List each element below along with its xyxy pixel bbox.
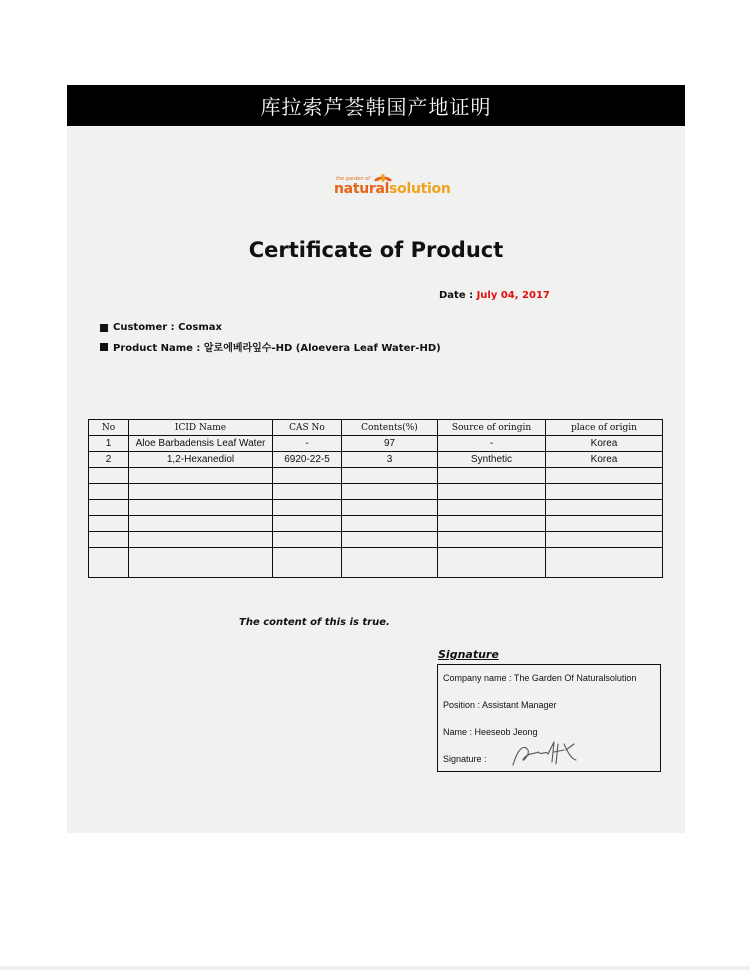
- signature-company: Company name : The Garden Of Naturalsolution: [443, 673, 637, 683]
- footer-divider: [0, 966, 750, 970]
- signature-position: Position : Assistant Manager: [443, 700, 557, 710]
- cell-source: -: [438, 436, 546, 452]
- table-row: [89, 436, 663, 452]
- product-name-line: [100, 339, 441, 354]
- document-title: Certificate of Product: [248, 238, 504, 262]
- cell-cas: 6920-22-5: [273, 452, 342, 468]
- cell-cas: -: [273, 436, 342, 452]
- table-row: [89, 484, 663, 500]
- table-row: [89, 532, 663, 548]
- col-header-no: No: [89, 420, 129, 436]
- signature-label: Signature :: [443, 754, 487, 764]
- bullet-square-icon: [100, 343, 108, 351]
- cell-place: Korea: [546, 452, 663, 468]
- cell-no: 2: [89, 452, 129, 468]
- header-title: 库拉索芦荟韩国产地证明: [260, 95, 492, 119]
- signature-box: [437, 664, 661, 772]
- cell-contents: 3: [342, 452, 438, 468]
- table-header-row: [89, 420, 663, 436]
- date-label: Date :: [439, 290, 474, 301]
- logo-tagline: the garden of: [336, 176, 370, 182]
- col-header-place: place of origin: [546, 420, 663, 436]
- cell-source: Synthetic: [438, 452, 546, 468]
- table-row: [89, 452, 663, 468]
- certificate-paper: [67, 126, 685, 833]
- cell-contents: 97: [342, 436, 438, 452]
- header-bar: [67, 85, 685, 126]
- date-line: [439, 290, 550, 301]
- col-header-icid: ICID Name: [129, 420, 273, 436]
- truth-statement: The content of this is true.: [239, 617, 390, 628]
- date-value: July 04, 2017: [476, 290, 550, 301]
- product-name-text: Product Name : 알로에베라잎수-HD (Aloevera Leaf Water-HD): [113, 343, 441, 354]
- customer-line: [100, 322, 222, 333]
- handwritten-signature: [510, 738, 580, 768]
- signature-heading: Signature: [438, 648, 499, 661]
- cell-no: 1: [89, 436, 129, 452]
- table-row: [89, 500, 663, 516]
- col-header-contents: Contents(%): [342, 420, 438, 436]
- brand-logo: [334, 172, 451, 202]
- table-row: [89, 468, 663, 484]
- ingredients-table: [88, 419, 663, 578]
- col-header-cas: CAS No: [273, 420, 342, 436]
- cell-icid: 1,2-Hexanediol: [129, 452, 273, 468]
- table-row: [89, 516, 663, 532]
- table-row: [89, 548, 663, 578]
- signature-name: Name : Heeseob Jeong: [443, 727, 538, 737]
- cell-icid: Aloe Barbadensis Leaf Water: [129, 436, 273, 452]
- logo-wordmark: naturalsolution: [334, 181, 451, 197]
- cell-place: Korea: [546, 436, 663, 452]
- col-header-source: Source of oringin: [438, 420, 546, 436]
- bullet-square-icon: [100, 324, 108, 332]
- customer-text: Customer : Cosmax: [113, 322, 222, 333]
